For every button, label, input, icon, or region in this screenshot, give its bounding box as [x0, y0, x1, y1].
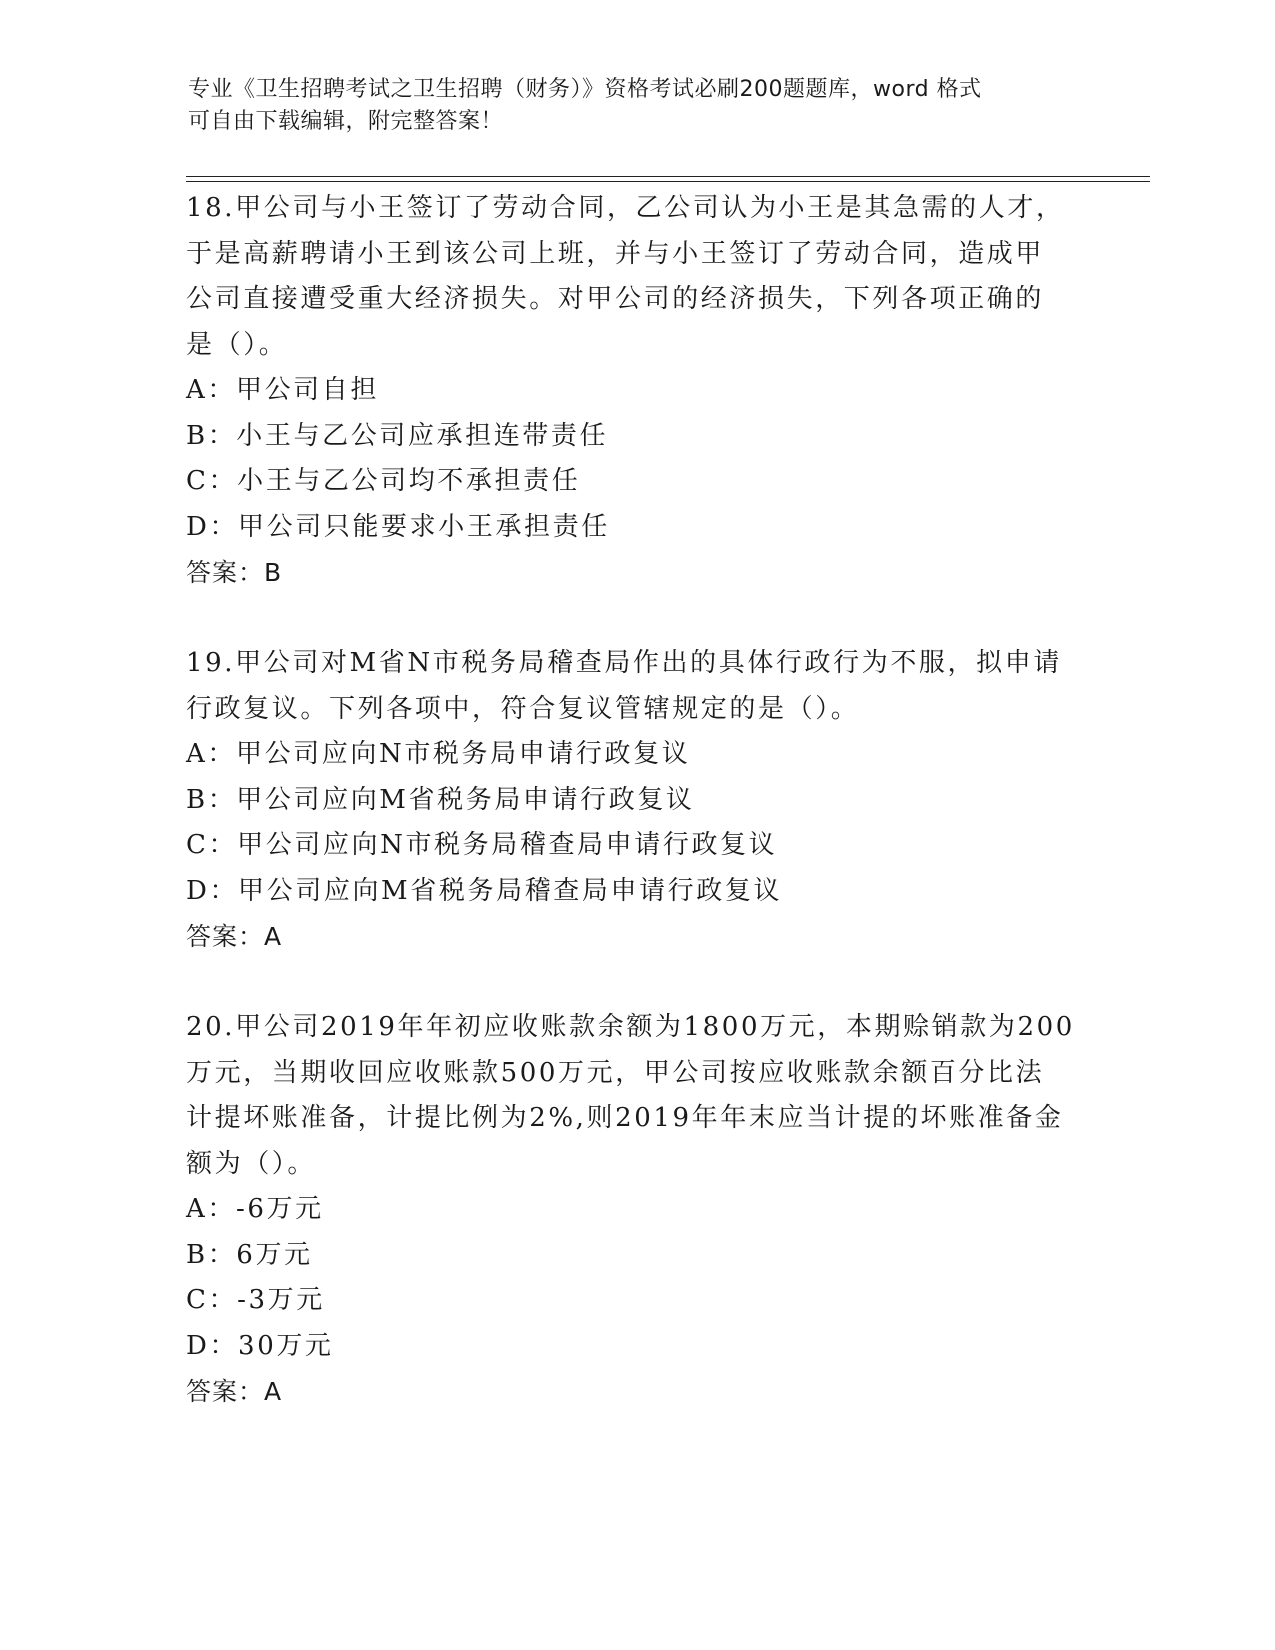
question-text-line: 万元，当期收回应收账款500万元，甲公司按应收账款余额百分比法	[186, 1057, 1045, 1088]
option-b: B：6万元	[186, 1239, 313, 1270]
header-divider-bottom	[186, 181, 1150, 182]
document-header	[188, 74, 1068, 138]
question-text-line: 19.甲公司对M省N市税务局稽查局作出的具体行政行为不服，拟申请	[186, 648, 1062, 678]
question-text-line: 是（）。	[186, 329, 288, 360]
question-18	[186, 186, 1086, 641]
option-a: A：甲公司自担	[186, 375, 379, 405]
question-text-line: 18.甲公司与小王签订了劳动合同，乙公司认为小王是其急需的人才，	[186, 193, 1065, 223]
question-text-line: 于是高薪聘请小王到该公司上班，并与小王签订了劳动合同，造成甲	[186, 238, 1045, 269]
question-text-line: 20.甲公司2019年年初应收账款余额为1800万元，本期赊销款为200	[186, 1012, 1075, 1042]
option-a: A：-6万元	[186, 1194, 324, 1224]
question-text-line: 公司直接遭受重大经济损失。对甲公司的经济损失，下列各项正确的	[186, 284, 1045, 314]
question-text-line: 计提坏账准备，计提比例为2%,则2019年年末应当计提的坏账准备金	[186, 1103, 1064, 1133]
question-gap	[186, 596, 1086, 642]
option-c: C：小王与乙公司均不承担责任	[186, 466, 581, 496]
option-b: B：甲公司应向M省税务局申请行政复议	[186, 784, 695, 815]
header-divider-top	[186, 176, 1150, 177]
question-19	[186, 641, 1086, 1005]
option-b: B：小王与乙公司应承担连带责任	[186, 420, 609, 451]
answer-label: 答案：A	[186, 922, 283, 951]
question-text-line: 额为（）。	[186, 1148, 317, 1179]
question-list	[186, 186, 1086, 1415]
option-c: C：甲公司应向N市税务局稽查局申请行政复议	[186, 830, 778, 860]
option-d: D：30万元	[186, 1330, 334, 1361]
question-gap	[186, 960, 1086, 1006]
option-c: C：-3万元	[186, 1285, 325, 1315]
option-a: A：甲公司应向N市税务局申请行政复议	[186, 739, 691, 769]
option-d: D：甲公司只能要求小王承担责任	[186, 511, 610, 542]
header-line-1: 专业《卫生招聘考试之卫生招聘（财务）》资格考试必刷200题题库，word 格式	[188, 77, 982, 102]
option-d: D：甲公司应向M省税务局稽查局申请行政复议	[186, 875, 783, 906]
answer-label: 答案：A	[186, 1377, 283, 1406]
header-line-2: 可自由下载编辑，附完整答案！	[188, 109, 504, 134]
question-20	[186, 1005, 1086, 1415]
answer-label: 答案：B	[186, 558, 283, 587]
question-text-line: 行政复议。下列各项中，符合复议管辖规定的是（）。	[186, 693, 860, 724]
